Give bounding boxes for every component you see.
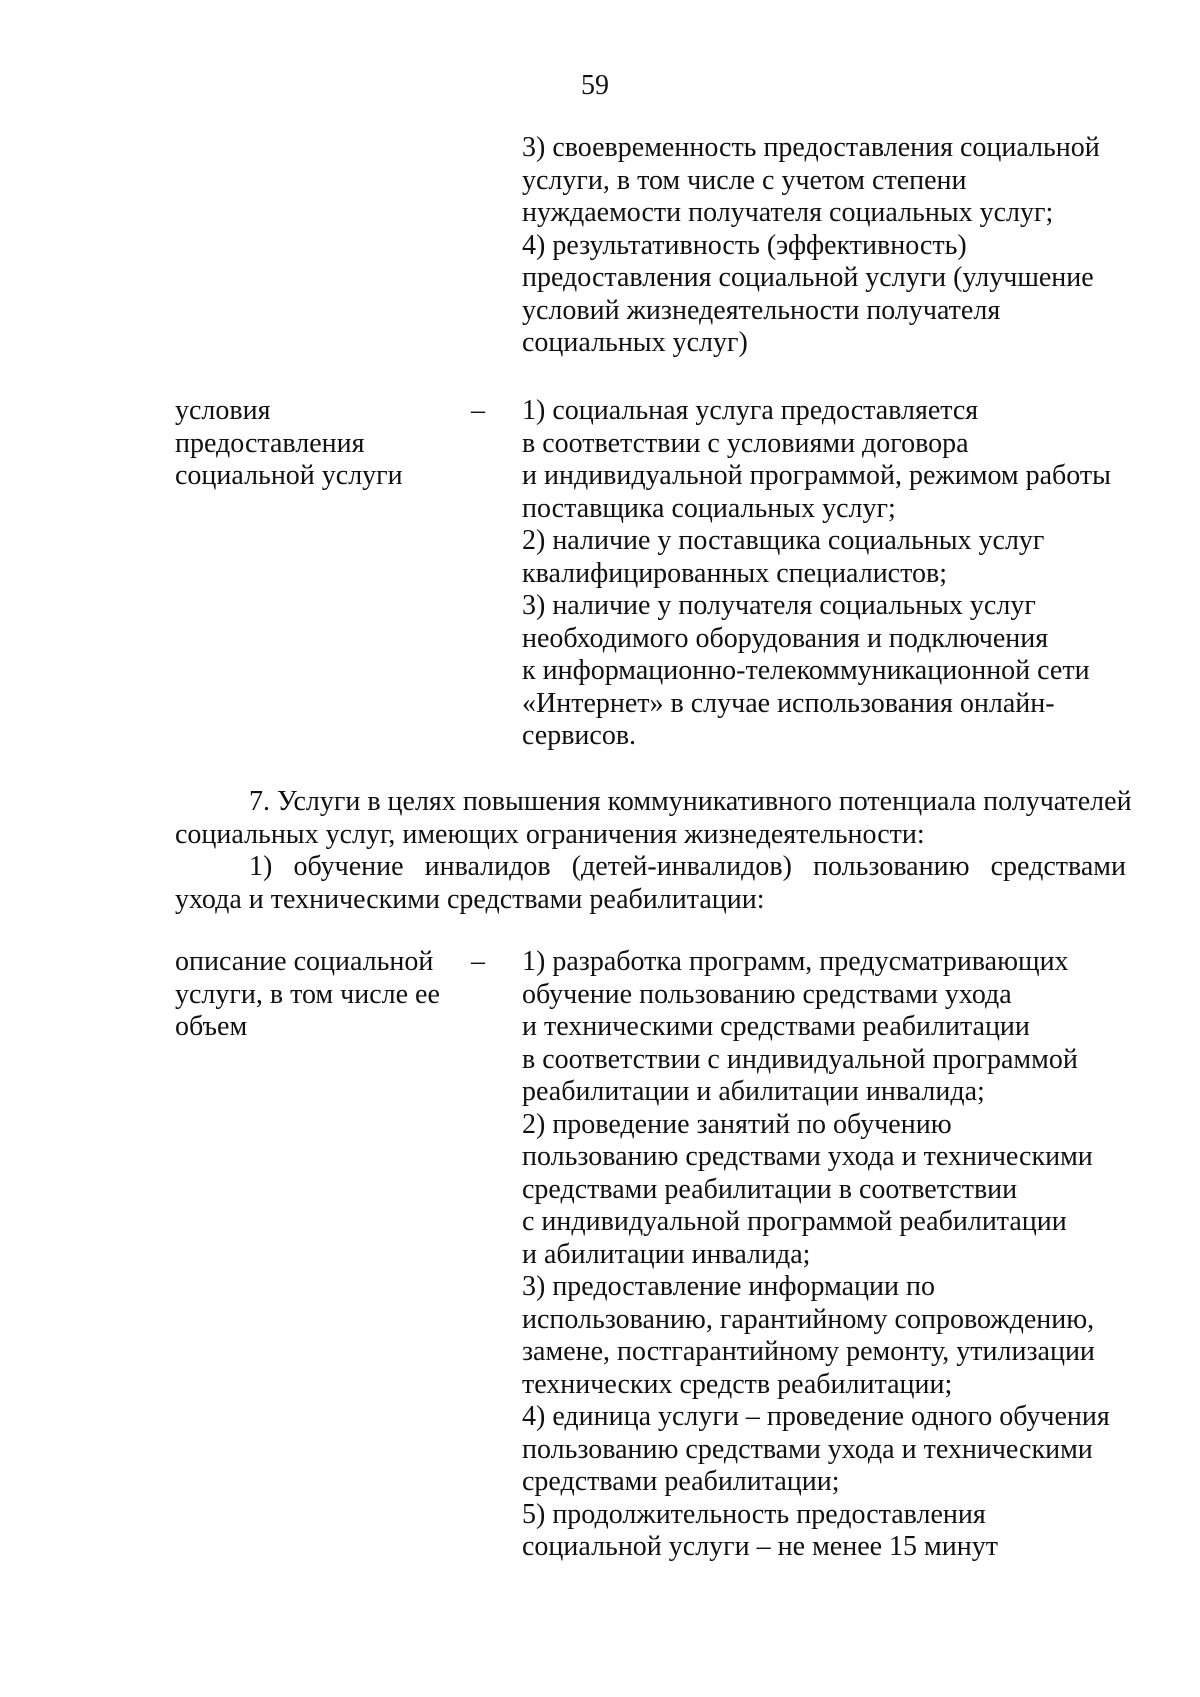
text-line: и техническими средствами реабилитации (522, 1011, 1030, 1042)
text-line: реабилитации и абилитации инвалида; (522, 1076, 985, 1107)
text-line: необходимого оборудования и подключения (522, 622, 1049, 654)
text-line: замене, постгарантийному ремонту, утилизации (522, 1336, 1095, 1367)
block3-dash: – (471, 946, 485, 977)
text-line: 2) наличие у поставщика социальных услуг (522, 525, 1045, 556)
text-line: квалифицированных специалистов; (522, 557, 947, 589)
block2-dash: – (471, 395, 485, 426)
section-7-paragraph (175, 786, 1132, 916)
section-item-line: 1) обучение инвалидов (детей-инвалидов) пользованию средствами (249, 851, 1126, 882)
block2-definition (522, 395, 1142, 753)
block3-definition (522, 946, 1142, 1564)
text-line: 3) своевременность предоставления социальной (522, 132, 1100, 163)
text-line: сервисов. (522, 720, 637, 751)
text-line: технических средств реабилитации; (522, 1368, 953, 1400)
text-line: предоставления социальной услуги (улучшение (522, 262, 1094, 293)
text-line: 1) разработка программ, предусматривающих (522, 946, 1069, 977)
text-line: 4) единица услуги – проведение одного обучения (522, 1401, 1110, 1432)
text-line: социальных услуг) (522, 327, 748, 358)
text-line: 4) результативность (эффективность) (522, 229, 967, 261)
text-line: 1) социальная услуга предоставляется (522, 395, 979, 426)
text-line: с индивидуальной программой реабилитации (522, 1206, 1067, 1237)
section-heading-line: социальных услуг, имеющих ограничения жизнедеятельности: (175, 818, 925, 850)
text-line: средствами реабилитации; (522, 1466, 840, 1497)
text-line: 3) наличие у получателя социальных услуг (522, 590, 1036, 621)
page-number: 59 (581, 70, 609, 101)
term-line: описание социальной (175, 946, 434, 977)
text-line: и индивидуальной программой, режимом работы (522, 460, 1111, 491)
text-line: обучение пользованию средствами ухода (522, 978, 1012, 1010)
text-line: в соответствии с индивидуальной программой (522, 1043, 1078, 1075)
text-line: к информационно-телекоммуникационной сети (522, 655, 1090, 686)
text-line: «Интернет» в случае использования онлайн- (522, 687, 1055, 719)
term-line: условия (175, 395, 271, 426)
text-line: использованию, гарантийному сопровождению, (522, 1303, 1095, 1335)
text-line: пользованию средствами ухода и техническими (522, 1433, 1093, 1465)
text-line: 5) продолжительность предоставления (522, 1498, 986, 1530)
text-line: условий жизнедеятельности получателя (522, 294, 1001, 326)
text-line: в соответствии с условиями договора (522, 427, 969, 459)
block3-term (175, 946, 475, 1044)
term-line: предоставления (175, 427, 365, 459)
text-line: услуги, в том числе с учетом степени (522, 164, 967, 196)
text-line: пользованию средствами ухода и техническими (522, 1141, 1093, 1172)
term-line: услуги, в том числе ее (175, 978, 440, 1010)
text-line: поставщика социальных услуг; (522, 492, 896, 524)
text-line: нуждаемости получателя социальных услуг; (522, 197, 1054, 228)
text-line: 2) проведение занятий по обучению (522, 1108, 952, 1140)
term-line: социальной услуги (175, 460, 403, 491)
term-line: объем (175, 1011, 248, 1042)
section-item-line: ухода и техническими средствами реабилитации: (175, 883, 765, 915)
text-line: и абилитации инвалида; (522, 1238, 811, 1270)
text-line: социальной услуги – не менее 15 минут (522, 1531, 998, 1562)
section-heading-line: 7. Услуги в целях повышения коммуникативного потенциала получателей (249, 786, 1132, 817)
text-line: 3) предоставление информации по (522, 1271, 935, 1302)
block2-term (175, 395, 475, 493)
text-line: средствами реабилитации в соответствии (522, 1173, 1018, 1205)
block1-right-column (522, 132, 1142, 360)
